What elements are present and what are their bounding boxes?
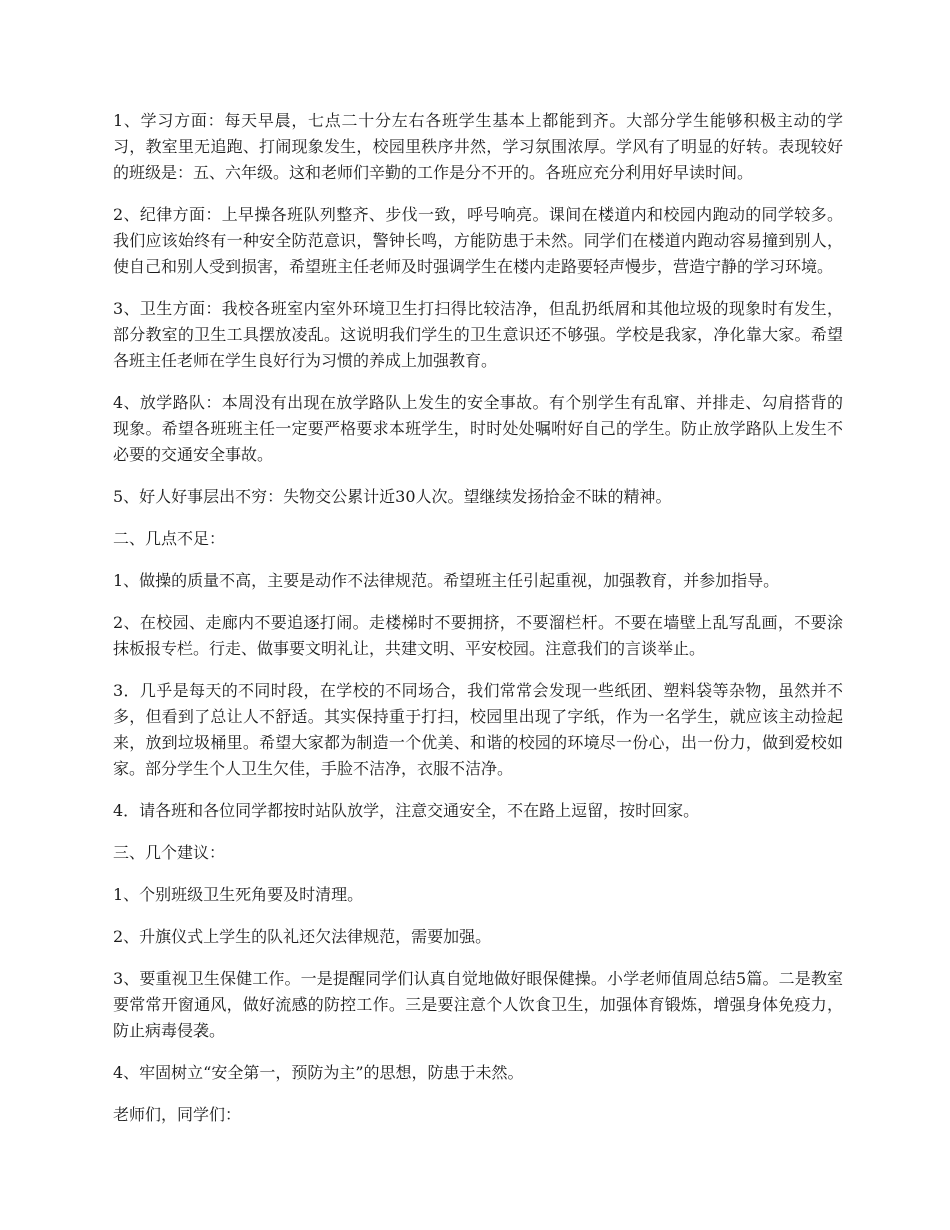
paragraph-good-deeds: 5、好人好事层出不穷：失物交公累计近30人次。望继续发扬拾金不昧的精神。 xyxy=(113,487,672,506)
paragraph-study: 1、学习方面：每天早晨，七点二十分左右各班学生基本上都能到齐。大部分学生能够积极主动的学习，教室里无追跑、打闹现象发生，校园里秩序井然，学习氛围浓厚。学风有了明显的好转。表现较好的班级是：五、六年级。这和老师们辛勤的工作是分不开的。各班应充分利用好早读时间。 xyxy=(113,111,843,182)
paragraph-suggestion-3: 3、要重视卫生保健工作。一是提醒同学们认真自觉地做好眼保健操。小学老师值周总结5篇。二是教室要常常开窗通风，做好流感的防控工作。三是要注意个人饮食卫生，加强体育锻炼，增强身体免疫力，防止病毒侵袭。 xyxy=(113,969,843,1040)
section-heading-shortcomings: 二、几点不足： xyxy=(113,529,226,548)
document-page xyxy=(113,108,843,1144)
section-heading-suggestions: 三、几个建议： xyxy=(113,843,226,862)
paragraph-suggestion-2: 2、升旗仪式上学生的队礼还欠法律规范，需要加强。 xyxy=(113,927,492,946)
paragraph-suggestion-1: 1、个别班级卫生死角要及时清理。 xyxy=(113,885,364,904)
paragraph-shortcoming-4: 4．请各班和各位同学都按时站队放学，注意交通安全，不在路上逗留，按时回家。 xyxy=(113,801,700,820)
paragraph-shortcoming-1: 1、做操的质量不高，主要是动作不法律规范。希望班主任引起重视，加强教育，并参加指导。 xyxy=(113,571,780,590)
paragraph-discipline: 2、纪律方面：上早操各班队列整齐、步伐一致，呼号响亮。课间在楼道内和校园内跑动的同学较多。我们应该始终有一种安全防范意识，警钟长鸣，方能防患于未然。同学们在楼道内跑动容易撞到别人，使自己和别人受到损害，希望班主任老师及时强调学生在楼内走路要轻声慢步，营造宁静的学习环境。 xyxy=(113,205,843,276)
paragraph-salutation: 老师们，同学们： xyxy=(113,1105,242,1124)
paragraph-shortcoming-2: 2、在校园、走廊内不要追逐打闹。走楼梯时不要拥挤，不要溜栏杆。不要在墙壁上乱写乱画，不要涂抹板报专栏。行走、做事要文明礼让，共建文明、平安校园。注意我们的言谈举止。 xyxy=(113,613,843,658)
paragraph-hygiene: 3、卫生方面：我校各班室内室外环境卫生打扫得比较洁净，但乱扔纸屑和其他垃圾的现象时有发生，部分教室的卫生工具摆放凌乱。这说明我们学生的卫生意识还不够强。学校是我家，净化靠大家。希望各班主任老师在学生良好行为习惯的养成上加强教育。 xyxy=(113,299,843,370)
paragraph-suggestion-4: 4、牢固树立“安全第一，预防为主”的思想，防患于未然。 xyxy=(113,1063,524,1082)
paragraph-dismissal: 4、放学路队：本周没有出现在放学路队上发生的安全事故。有个别学生有乱窜、并排走、勾肩搭背的现象。希望各班班主任一定要严格要求本班学生，时时处处嘱咐好自己的学生。防止放学路队上发生不必要的交通安全事故。 xyxy=(113,393,843,464)
paragraph-shortcoming-3: 3．几乎是每天的不同时段，在学校的不同场合，我们常常会发现一些纸团、塑料袋等杂物，虽然并不多，但看到了总让人不舒适。其实保持重于打扫，校园里出现了字纸，作为一名学生，就应该主动捡起来，放到垃圾桶里。希望大家都为制造一个优美、和谐的校园的环境尽一份心，出一份力，做到爱校如家。部分学生个人卫生欠佳，手脸不洁净，衣服不洁净。 xyxy=(113,681,843,778)
